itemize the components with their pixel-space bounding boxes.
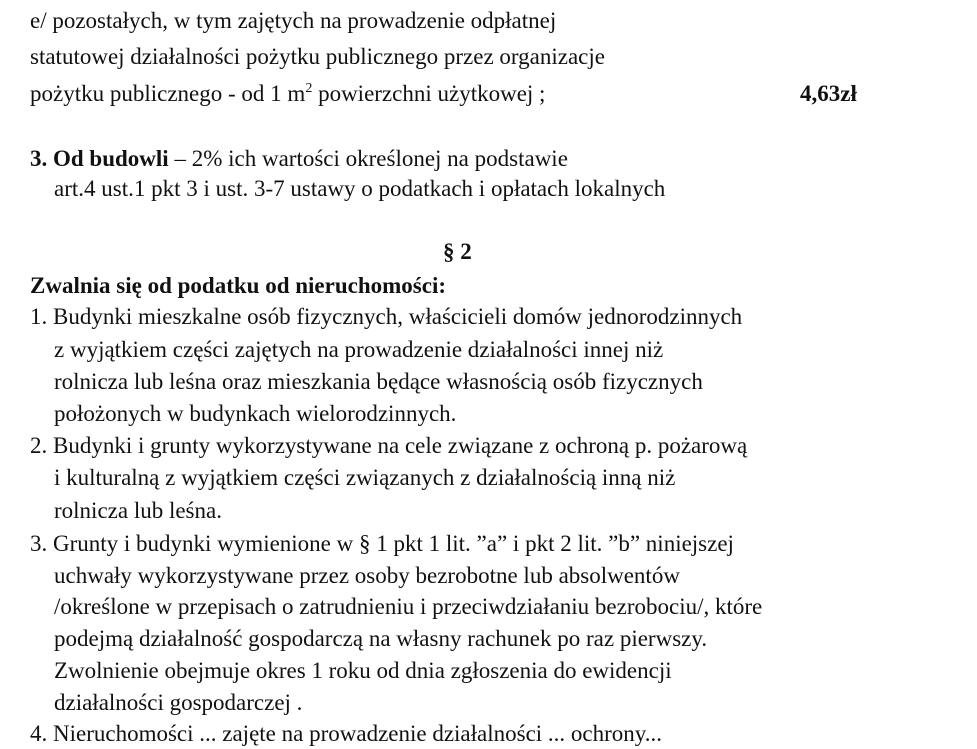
section-e-line-3-text: pożytku publicznego - od 1 m	[30, 81, 306, 106]
exemption-3-line-3: /określone w przepisach o zatrudnieniu i przeciwdziałaniu bezrobociu/, które	[54, 594, 763, 619]
item-3-text: – 2% ich wartości określonej na podstawie	[168, 146, 568, 171]
exemption-1-line-4: położonych w budynkach wielorodzinnych.	[54, 401, 457, 426]
exemption-3-line-4: podejmą działalność gospodarczą na własny rachunek po raz pierwszy.	[54, 626, 708, 651]
section-2-subheading: Zwalnia się od podatku od nieruchomości:	[30, 273, 446, 298]
superscript-2: 2	[305, 81, 313, 96]
item-3-budowle-line-1	[30, 144, 568, 174]
exemption-1-line-1: 1. Budynki mieszkalne osób fizycznych, właścicieli domów jednorodzinnych	[30, 304, 743, 329]
section-e-line-1: e/ pozostałych, w tym zajętych na prowadzenie odpłatnej	[30, 8, 557, 33]
rate-amount: 4,63zł	[800, 81, 857, 106]
section-2-heading: § 2	[443, 239, 472, 264]
exemption-1-line-2: z wyjątkiem części zajętych na prowadzenie działalności innej niż	[54, 337, 664, 362]
section-e-line-3-text-b: powierzchni użytkowej ;	[312, 81, 546, 106]
exemption-1-line-3: rolnicza lub leśna oraz mieszkania będące własnością osób fizycznych	[54, 369, 703, 394]
section-e-line-2: statutowej działalności pożytku publicznego przez organizacje	[30, 44, 605, 69]
exemption-4-line-1: 4. Nieruchomości ... zajęte na prowadzenie działalności ... ochrony...	[30, 721, 663, 746]
item-3-number: 3.	[30, 146, 48, 171]
section-e-line-3	[30, 79, 545, 109]
exemption-3-line-5: Zwolnienie obejmuje okres 1 roku od dnia zgłoszenia do ewidencji	[54, 658, 672, 683]
item-3-budowle-line-2: art.4 ust.1 pkt 3 i ust. 3-7 ustawy o podatkach i opłatach lokalnych	[54, 176, 666, 201]
exemption-2-line-3: rolnicza lub leśna.	[54, 498, 222, 523]
exemption-3-line-2: uchwały wykorzystywane przez osoby bezrobotne lub absolwentów	[54, 563, 680, 588]
exemption-2-line-2: i kulturalną z wyjątkiem części związanych z działalnością inną niż	[54, 465, 676, 490]
exemption-3-line-6: działalności gospodarczej .	[54, 690, 303, 715]
item-3-label: Od budowli	[53, 146, 169, 171]
exemption-3-line-1: 3. Grunty i budynki wymienione w § 1 pkt 1 lit. ”a” i pkt 2 lit. ”b” niniejszej	[30, 531, 734, 556]
exemption-2-line-1: 2. Budynki i grunty wykorzystywane na cele związane z ochroną p. pożarową	[30, 433, 748, 458]
